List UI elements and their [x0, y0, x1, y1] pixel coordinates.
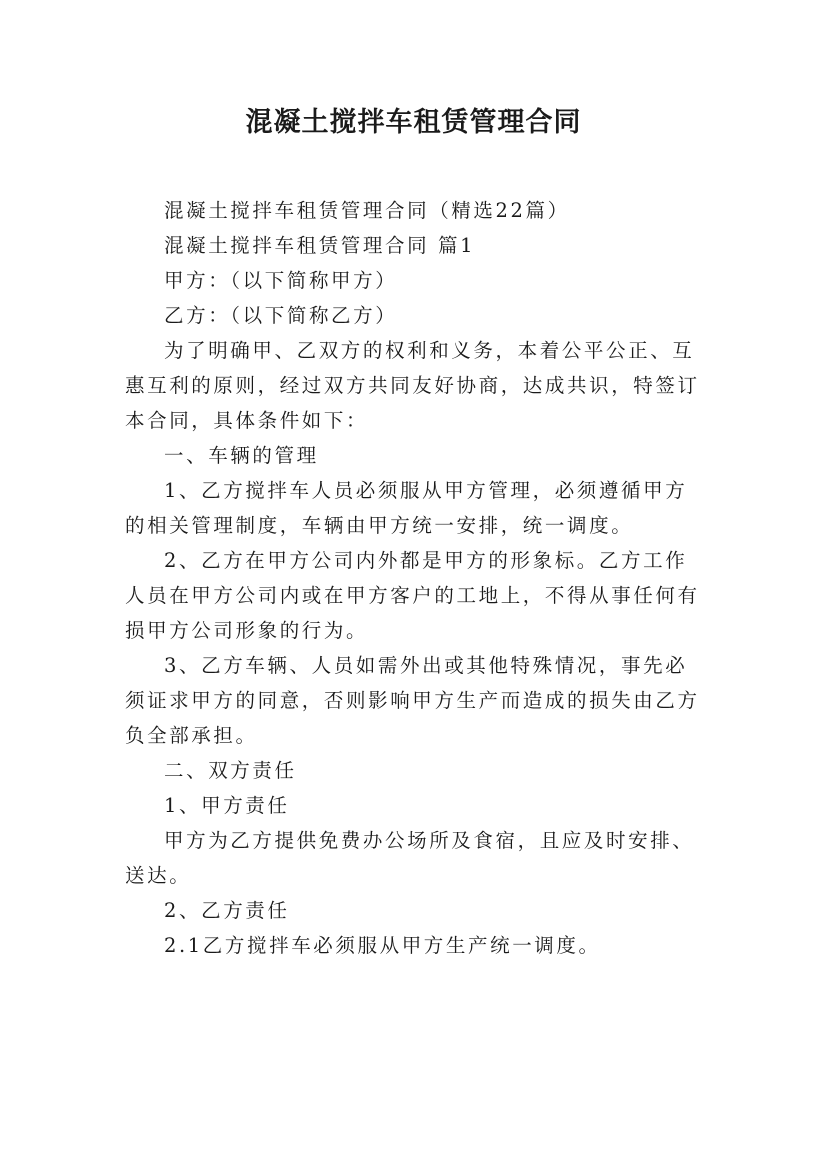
subtitle-paragraph: 混凝土搅拌车租赁管理合同（精选22篇）	[164, 199, 570, 222]
preamble-paragraph: 为了明确甲、乙双方的权利和义务，本着公平公正、互惠互利的原则，经过双方共同友好协商，达成共识，特签订本合同，具体条件如下：	[125, 339, 700, 432]
clause-paragraph: 2、乙方在甲方公司内外都是甲方的形象标。乙方工作人员在甲方公司内或在甲方客户的工地上，不得从事任何有损甲方公司形象的行为。	[125, 549, 700, 642]
clause-paragraph: 3、乙方车辆、人员如需外出或其他特殊情况，事先必须证求甲方的同意，否则影响甲方生产而造成的损失由乙方负全部承担。	[125, 654, 700, 747]
clause-paragraph: 甲方为乙方提供免费办公场所及食宿，且应及时安排、送达。	[125, 829, 695, 887]
party-a-line: 甲方：（以下简称甲方）	[164, 269, 398, 292]
clause-heading: 二、双方责任	[164, 759, 297, 782]
clause-paragraph: 1、乙方搅拌车人员必须服从甲方管理，必须遵循甲方的相关管理制度，车辆由甲方统一安排，统一调度。	[125, 479, 688, 537]
subclause-heading: 2、乙方责任	[164, 899, 290, 922]
subclause-heading: 1、甲方责任	[164, 794, 290, 817]
party-b-line: 乙方：（以下简称乙方）	[164, 304, 398, 327]
clause-heading: 一、车辆的管理	[164, 444, 319, 467]
document-title: 混凝土搅拌车租赁管理合同	[245, 107, 582, 138]
clause-paragraph: 2.1乙方搅拌车必须服从甲方生产统一调度。	[164, 934, 601, 957]
section-heading: 混凝土搅拌车租赁管理合同 篇1	[164, 234, 476, 257]
document-body	[125, 193, 705, 963]
